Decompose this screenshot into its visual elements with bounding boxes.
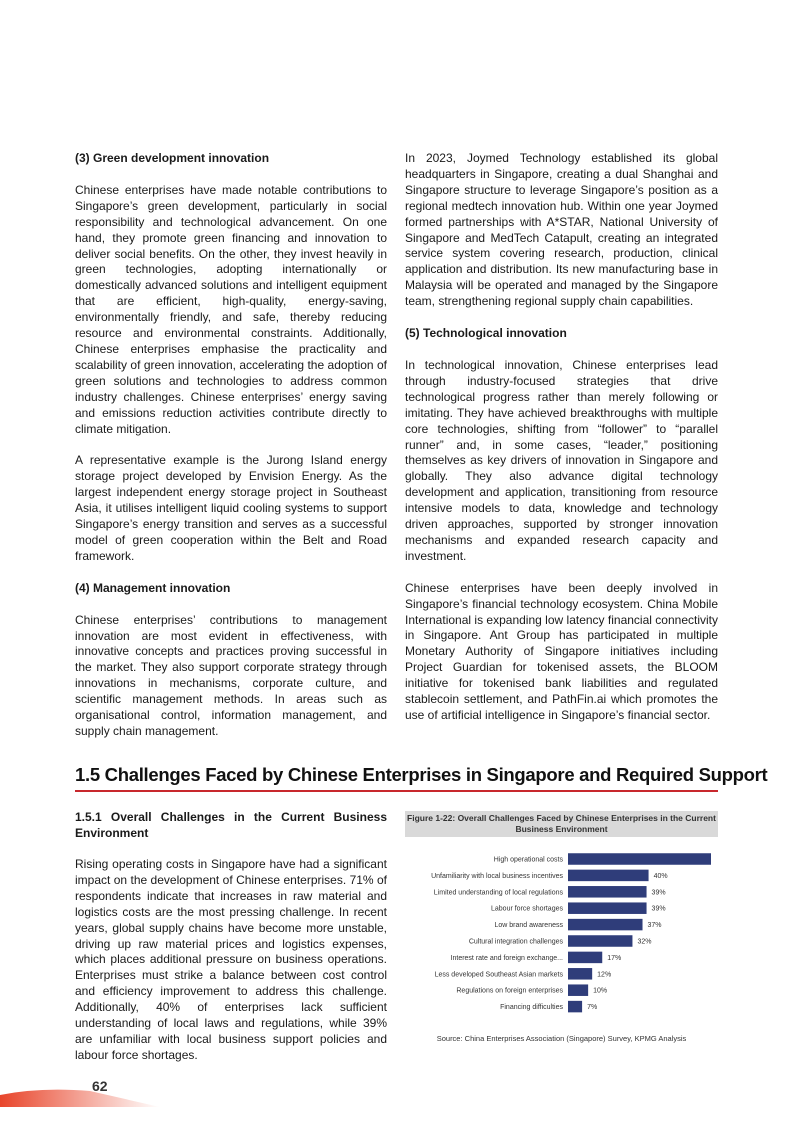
left-column: [75, 151, 387, 756]
chart-data-label: 10%: [593, 987, 608, 995]
chart-bar: [568, 886, 647, 898]
technological-innovation-heading: (5) Technological innovation: [405, 326, 567, 341]
management-innovation-heading: (4) Management innovation: [75, 580, 231, 595]
page-number: 62: [92, 1078, 108, 1094]
footer-accent-bar: [0, 1087, 160, 1107]
challenges-bar-chart: [405, 843, 718, 1023]
subsection-title: 1.5.1 Overall Challenges in the Current Business Environment: [75, 810, 387, 840]
technological-innovation-paragraph-1: In technological innovation, Chinese enterprises lead through industry-focused strategies that drive technological progress rather than merely following or imitating. They have achieved breakthroughs with multiple core technologies, shifting from “follower” to “parallel runner” and, in some cases, “leader,” positioning themselves as key drivers of innovation in Singapore and globally. They also advance digital technology development and application, transitioning from resource intensive models to data, knowledge and technology driven approaches, supported by stronger innovation mechanisms and expanded research capacity and investment.: [405, 357, 718, 563]
chart-category-label: Less developed Southeast Asian markets: [434, 971, 563, 979]
chart-bar: [568, 853, 711, 865]
management-innovation-paragraph: Chinese enterprises’ contributions to management innovation are most evident in effectiveness, with innovative concepts and practices proving successful in the market. They also support corporate strategy through innovations in mechanisms, corporate culture, and scientific management methods. In areas such as organisational control, information management, and supply chain management.: [75, 612, 387, 738]
chart-category-label: Financing difficulties: [500, 1004, 563, 1012]
chart-bar: [568, 984, 588, 996]
chart-data-label: 39%: [651, 889, 666, 897]
chart-category-label: Labour force shortages: [491, 905, 563, 913]
challenges-paragraph: Rising operating costs in Singapore have had a significant impact on the development of Chinese enterprises. 71% of respondents indicate that increases in raw material and logistics costs are the most pressing challenge. In recent years, global supply chains have become more unstable, driving up raw material prices and logistics expenses, which places additional pressure on business operations. Enterprises must strike a balance between cost control and efficiency improvement to address this challenge. Additionally, 40% of enterprises lack sufficient understanding of local laws and regulations, while 39% are unfamiliar with local business support policies and labour force shortages.: [75, 857, 387, 1062]
chart-data-label: 37%: [647, 922, 662, 930]
figure-source: Source: China Enterprises Association (Singapore) Survey, KPMG Analysis: [436, 1034, 687, 1043]
chart-bar: [568, 935, 632, 947]
green-innovation-heading: (3) Green development innovation: [75, 151, 270, 165]
green-innovation-paragraph-2: A representative example is the Jurong Island energy storage project developed by Envision Energy. As the largest independent energy storage project in Southeast Asia, it utilises intelligent liquid cooling systems to support Singapore’s energy transition and serves as a successful model of green cooperation within the Belt and Road framework.: [75, 453, 387, 563]
section-title: 1.5 Challenges Faced by Chinese Enterprises in Singapore and Required Support: [75, 764, 718, 792]
chart-bar: [568, 902, 647, 914]
chart-category-label: Unfamiliarity with local business incentives: [431, 872, 563, 880]
chart-category-label: High operational costs: [493, 856, 563, 864]
right-column: [405, 151, 718, 740]
chart-data-label: 12%: [597, 971, 612, 979]
chart-bar: [568, 968, 592, 980]
chart-category-label: Interest rate and foreign exchange...: [450, 954, 563, 962]
technological-innovation-paragraph-2: Chinese enterprises have been deeply involved in Singapore’s financial technology ecosystem. China Mobile International is expanding low latency financial connectivity in Singapore. Ant Group has participated in multiple Monetary Authority of Singapore initiatives including Project Guardian for tokenised assets, the BLOOM initiative for tokenised bank liabilities and regulated stablecoin settlement, and PathFin.ai which promotes the use of artificial intelligence in Singapore’s financial sector.: [405, 580, 718, 722]
chart-category-label: Cultural integration challenges: [468, 938, 563, 946]
chart-category-label: Limited understanding of local regulations: [433, 889, 563, 897]
chart-bar: [568, 870, 649, 882]
chart-data-label: 7%: [587, 1004, 598, 1012]
chart-data-label: 40%: [653, 872, 668, 880]
chart-bar: [568, 1001, 582, 1013]
joymed-paragraph: In 2023, Joymed Technology established its global headquarters in Singapore, creating a dual Shanghai and Singapore structure to leverage Singapore’s position as a regional medtech innovation hub. Within one year Joymed formed partnerships with A*STAR, National University of Singapore and MedTech Catapult, creating an integrated service system covering research, production, clinical application and distribution. Its new manufacturing base in Malaysia will be operated and managed by the Singapore team, strengthening regional supply chain capabilities.: [405, 151, 718, 309]
figure-title: Figure 1-22: Overall Challenges Faced by Chinese Enterprises in the Current Business Environment: [405, 811, 718, 837]
chart-data-label: 17%: [607, 954, 622, 962]
chart-data-label: 32%: [637, 938, 652, 946]
chart-bar: [568, 919, 643, 931]
chart-data-label: 39%: [651, 905, 666, 913]
green-innovation-paragraph-1: Chinese enterprises have made notable contributions to Singapore’s green development, particularly in social responsibility and technological advancement. On one hand, they promote green financing and innovation to deliver social benefits. On the other, they invest heavily in green technologies, adopting internationally or domestically advanced solutions and intelligent equipment that are efficient, high-quality, energy-saving, environmentally friendly, and safe, thereby reducing resource and environmental constraints. Additionally, Chinese enterprises emphasise the practicality and scalability of green innovation, accelerating the adoption of green solutions and technologies to address common industry challenges. Chinese enterprises’ energy saving and emissions reduction activities contribute directly to climate mitigation.: [75, 182, 387, 436]
chart-category-label: Regulations on foreign enterprises: [456, 987, 563, 995]
chart-bar: [568, 952, 602, 964]
chart-category-label: Low brand awareness: [494, 922, 563, 930]
